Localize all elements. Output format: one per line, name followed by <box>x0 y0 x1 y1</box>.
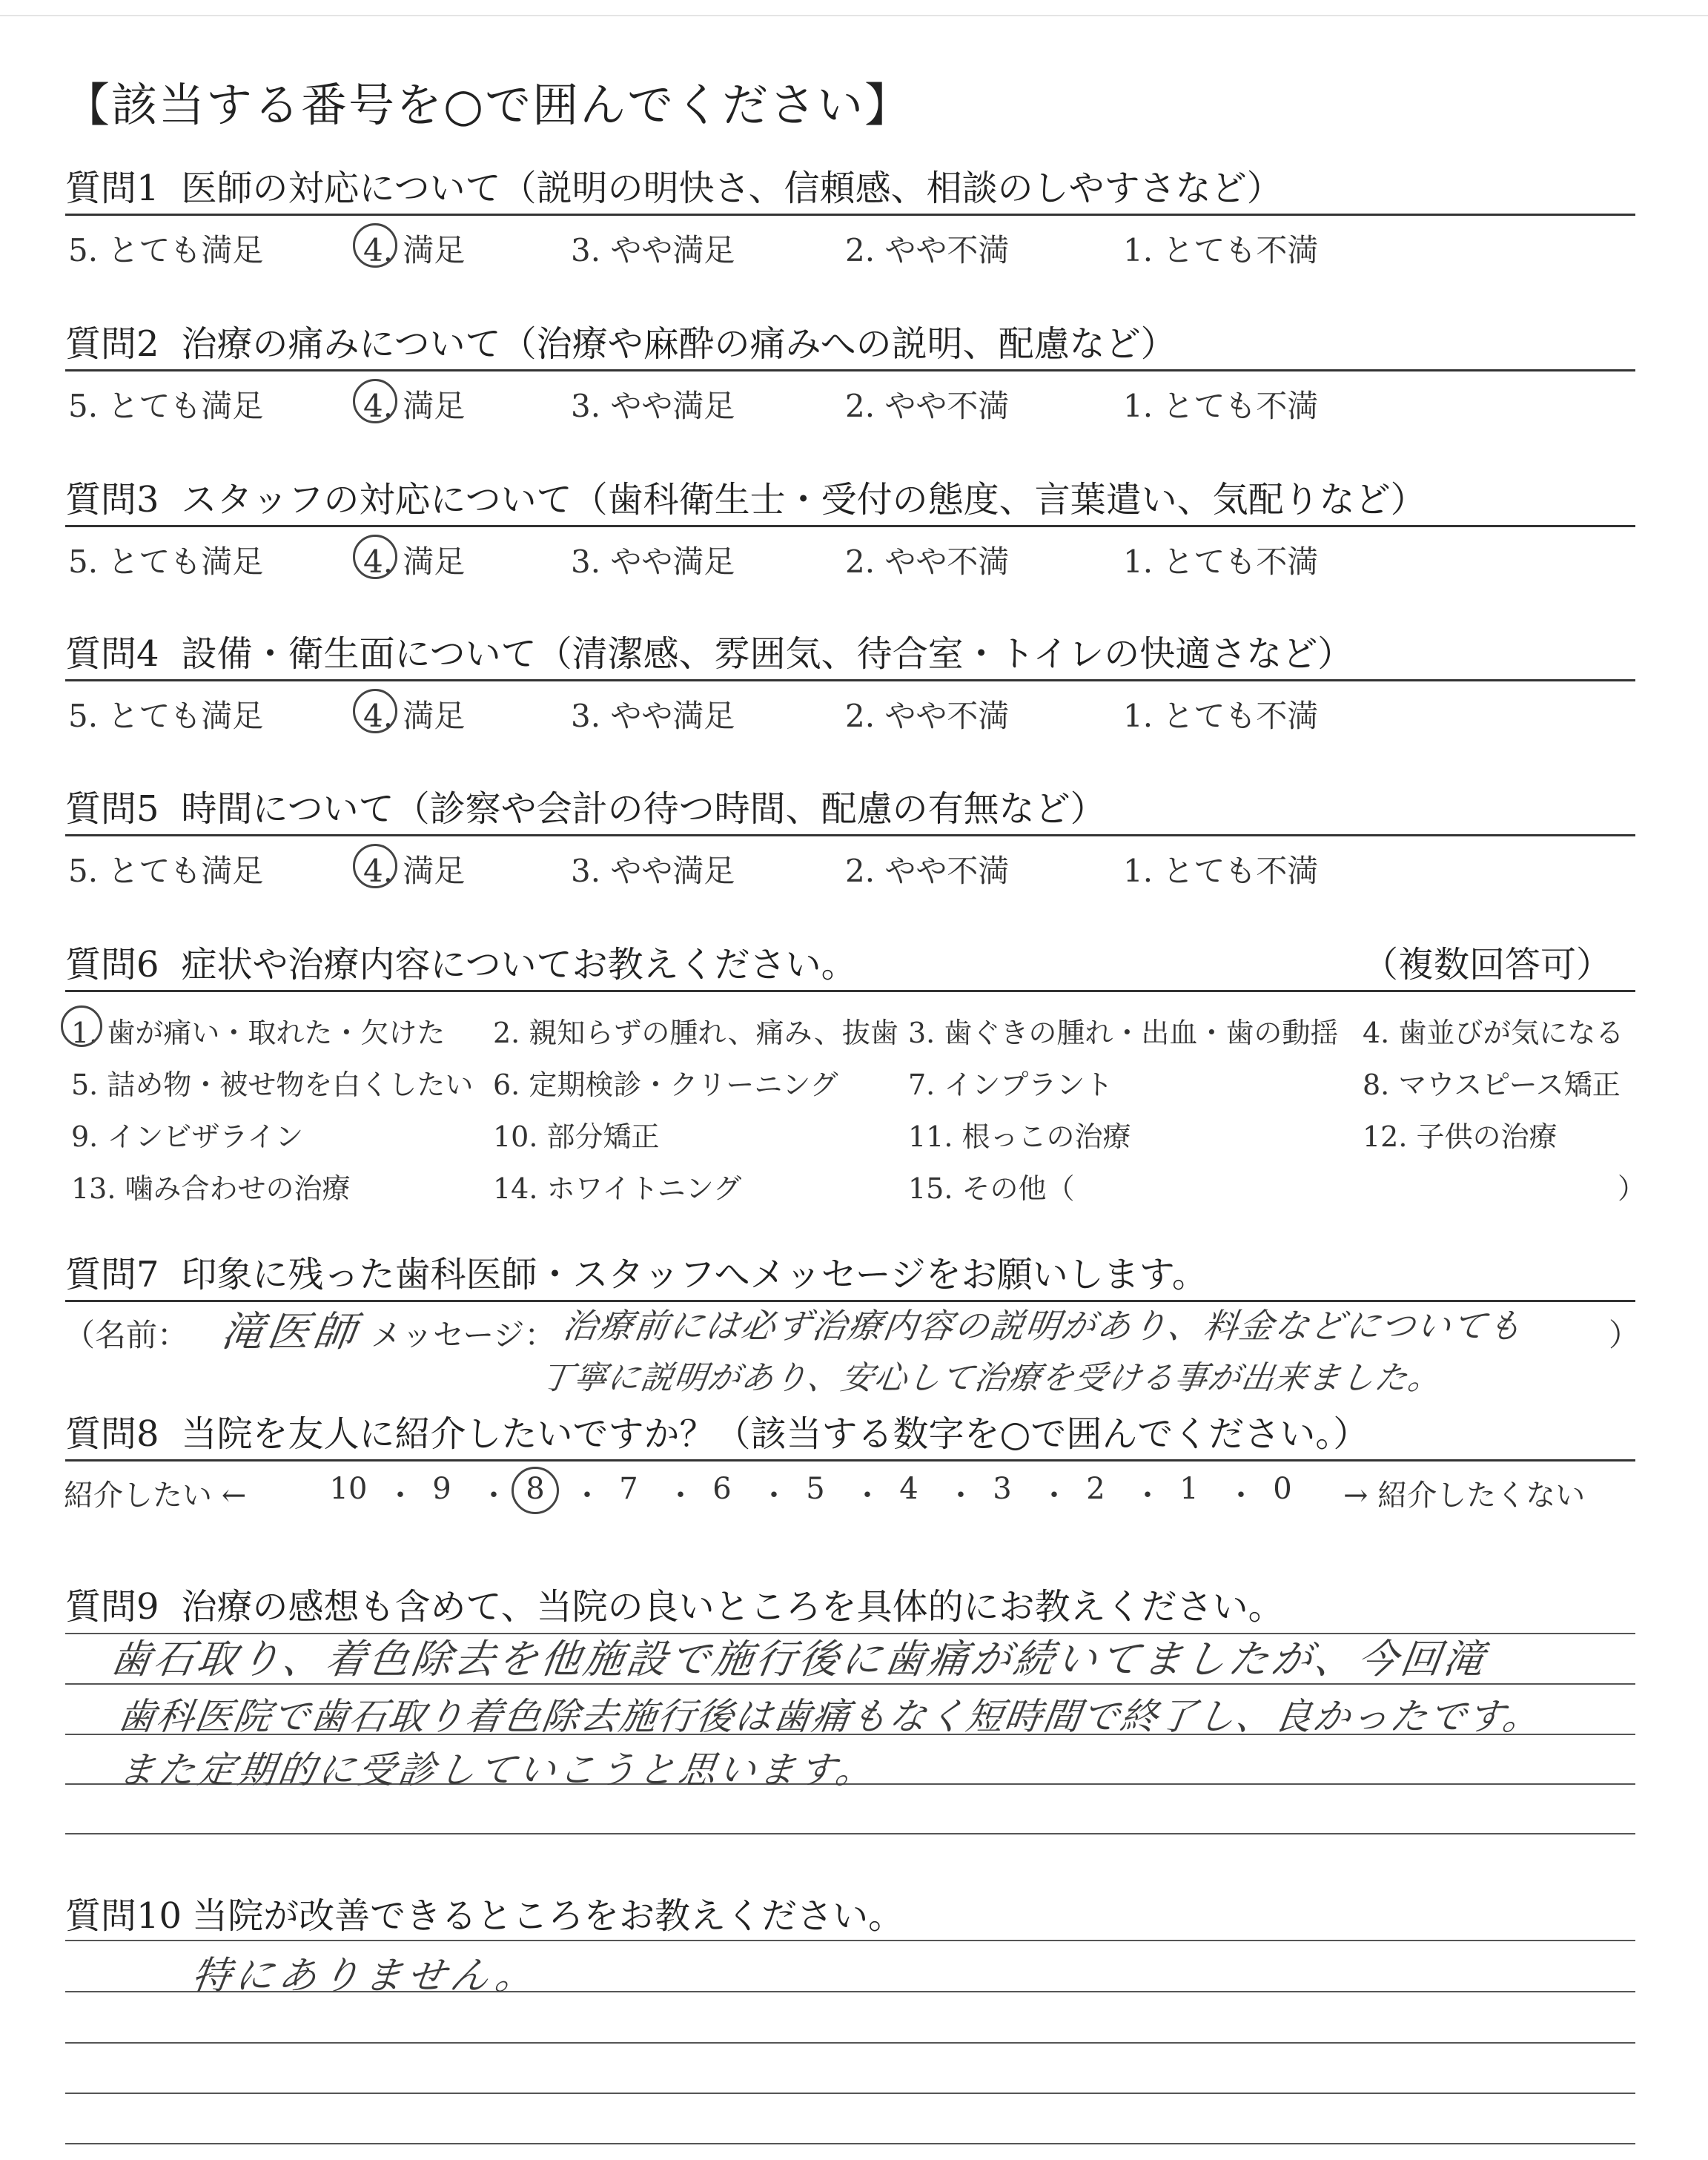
q8-scale-separator: ・ <box>1133 1479 1162 1513</box>
q8-scale-separator: ・ <box>479 1479 509 1513</box>
q2-option-5[interactable]: 5. とても満足 <box>68 388 264 424</box>
q9-answer-line2: 歯科医院で歯石取り着色除去施行後は歯痛もなく短時間で終了し、良かったです。 <box>115 1695 1545 1738</box>
q4-option-4[interactable]: 4. 満足 <box>363 698 466 734</box>
q4-option-3[interactable]: 3. やや満足 <box>571 698 735 734</box>
q5-option-3[interactable]: 3. やや満足 <box>571 853 735 889</box>
q7-message-line2: 丁寧に説明があり、安心して治療を受ける事が出来ました。 <box>537 1359 1444 1397</box>
q3-selected-circle <box>353 535 397 579</box>
q10-heading <box>65 1887 904 1938</box>
q6-option-12[interactable]: 12. 子供の治療 <box>1363 1120 1558 1153</box>
q2-option-3[interactable]: 3. やや満足 <box>571 388 735 424</box>
q6-number: 質問6 <box>65 944 159 985</box>
q7-close-paren: ） <box>1609 1317 1641 1353</box>
q10-rule-1 <box>65 1940 1635 1941</box>
q2-heading <box>65 315 1176 366</box>
q8-score-5[interactable]: 5 <box>806 1472 825 1506</box>
q4-text: 設備・衛生面について（清潔感、雰囲気、待合室・トイレの快適さなど） <box>181 633 1354 675</box>
q1-option-1[interactable]: 1. とても不満 <box>1123 232 1319 268</box>
q10-rule-4 <box>65 2093 1635 2094</box>
q6-option-8[interactable]: 8. マウスピース矯正 <box>1363 1069 1621 1101</box>
q4-number: 質問4 <box>65 633 159 675</box>
q7-name-value: 滝医師 <box>218 1308 363 1356</box>
q8-left-label: 紹介したい ← <box>64 1479 247 1513</box>
page-top-edge <box>0 15 1708 16</box>
q7-text: 印象に残った歯科医師・スタッフへメッセージをお願いします。 <box>181 1254 1208 1295</box>
q4-selected-circle <box>353 689 397 733</box>
q6-option-15[interactable]: 15. その他（ <box>908 1172 1075 1205</box>
q5-option-5[interactable]: 5. とても満足 <box>68 853 264 889</box>
q4-option-5[interactable]: 5. とても満足 <box>68 698 264 734</box>
q8-score-0[interactable]: 0 <box>1273 1472 1292 1506</box>
q5-option-4[interactable]: 4. 満足 <box>363 853 466 889</box>
q10-rule-5 <box>65 2143 1635 2144</box>
q8-scale-separator: ・ <box>385 1479 415 1513</box>
q3-number: 質問3 <box>65 479 159 521</box>
q8-rule <box>65 1459 1635 1462</box>
q10-rule-3 <box>65 2042 1635 2044</box>
q9-heading <box>65 1578 1284 1629</box>
q8-text: 当院を友人に紹介したいですか？（該当する数字を○で囲んでください。） <box>181 1413 1369 1455</box>
q8-scale-separator: ・ <box>1039 1479 1069 1513</box>
q3-text: スタッフの対応について（歯科衛生士・受付の態度、言葉遣い、気配りなど） <box>181 479 1426 521</box>
q8-scale-separator: ・ <box>759 1479 789 1513</box>
q9-answer-line1: 歯石取り、着色除去を他施設で施行後に歯痛が続いてましたが、今回滝 <box>107 1636 1490 1682</box>
q3-option-3[interactable]: 3. やや満足 <box>571 544 735 580</box>
q8-score-9[interactable]: 9 <box>432 1472 451 1506</box>
q7-message-label: メッセージ： <box>371 1317 556 1353</box>
q8-score-4[interactable]: 4 <box>899 1472 918 1506</box>
q9-rule-5 <box>65 1833 1635 1834</box>
q5-rule <box>65 834 1635 836</box>
form-title: 【該当する番号を○で囲んでください】 <box>64 78 913 132</box>
q8-scale-separator: ・ <box>946 1479 976 1513</box>
q3-option-5[interactable]: 5. とても満足 <box>68 544 264 580</box>
q6-rule <box>65 990 1635 992</box>
q5-selected-circle <box>353 844 397 888</box>
q6-note: （複数回答可） <box>1363 944 1612 985</box>
q6-option-4[interactable]: 4. 歯並びが気になる <box>1363 1017 1624 1049</box>
q6-heading <box>65 936 857 987</box>
q7-heading <box>65 1246 1208 1297</box>
q8-number: 質問8 <box>65 1413 159 1455</box>
q6-option-1[interactable]: 1. 歯が痛い・取れた・欠けた <box>71 1017 446 1049</box>
q3-option-1[interactable]: 1. とても不満 <box>1123 544 1319 580</box>
q6-option-9[interactable]: 9. インビザライン <box>71 1120 304 1153</box>
q8-score-8[interactable]: 8 <box>526 1472 545 1506</box>
q8-scale-separator: ・ <box>853 1479 882 1513</box>
q9-text: 治療の感想も含めて、当院の良いところを具体的にお教えください。 <box>181 1586 1284 1628</box>
q4-option-1[interactable]: 1. とても不満 <box>1123 698 1319 734</box>
q7-name-label: （名前： <box>64 1317 189 1353</box>
q1-option-4[interactable]: 4. 満足 <box>363 232 466 268</box>
q8-scale-separator: ・ <box>572 1479 602 1513</box>
q6-option-14[interactable]: 14. ホワイトニング <box>493 1172 742 1205</box>
q6-option-13[interactable]: 13. 噛み合わせの治療 <box>71 1172 351 1205</box>
q5-heading <box>65 780 1106 831</box>
q6-option-2[interactable]: 2. 親知らずの腫れ、痛み、抜歯 <box>493 1017 898 1049</box>
q6-option-11[interactable]: 11. 根っこの治療 <box>908 1120 1131 1153</box>
q2-text: 治療の痛みについて（治療や麻酔の痛みへの説明、配慮など） <box>181 323 1176 365</box>
q2-number: 質問2 <box>65 323 159 365</box>
q1-option-2[interactable]: 2. やや不満 <box>845 232 1010 268</box>
q10-answer: 特にありません。 <box>189 1954 542 1998</box>
q4-heading <box>65 625 1353 676</box>
q9-answer-line3: また定期的に受診していこうと思います。 <box>115 1748 879 1791</box>
q1-selected-circle <box>353 223 397 268</box>
q8-score-2[interactable]: 2 <box>1086 1472 1105 1506</box>
q2-option-2[interactable]: 2. やや不満 <box>845 388 1010 424</box>
q1-option-3[interactable]: 3. やや満足 <box>571 232 735 268</box>
q2-option-1[interactable]: 1. とても不満 <box>1123 388 1319 424</box>
q8-score-7[interactable]: 7 <box>619 1472 638 1506</box>
q6-option-3[interactable]: 3. 歯ぐきの腫れ・出血・歯の動揺 <box>908 1017 1339 1049</box>
q4-option-2[interactable]: 2. やや不満 <box>845 698 1010 734</box>
q1-option-5[interactable]: 5. とても満足 <box>68 232 264 268</box>
q8-score-3[interactable]: 3 <box>993 1472 1012 1506</box>
q7-message-line1: 治療前には必ず治療内容の説明があり、料金などについても <box>560 1306 1526 1346</box>
q2-option-4[interactable]: 4. 満足 <box>363 388 466 424</box>
q4-rule <box>65 679 1635 681</box>
q3-rule <box>65 525 1635 527</box>
q8-selected-circle <box>512 1467 559 1514</box>
q5-number: 質問5 <box>65 788 159 830</box>
q8-scale-separator: ・ <box>1226 1479 1256 1513</box>
q8-right-label: → 紹介したくない <box>1343 1479 1586 1513</box>
q8-scale-separator: ・ <box>666 1479 695 1513</box>
q8-score-6[interactable]: 6 <box>712 1472 732 1506</box>
q5-option-2[interactable]: 2. やや不満 <box>845 853 1010 889</box>
q6-text: 症状や治療内容についてお教えください。 <box>181 944 857 985</box>
q10-number: 質問10 <box>65 1895 182 1937</box>
q6-option-10[interactable]: 10. 部分矯正 <box>493 1120 660 1153</box>
q6-selected-circle <box>61 1005 102 1047</box>
q8-score-1[interactable]: 1 <box>1179 1472 1199 1506</box>
q10-text: 当院が改善できるところをお教えください。 <box>192 1895 904 1937</box>
q3-option-2[interactable]: 2. やや不満 <box>845 544 1010 580</box>
q6-option-5[interactable]: 5. 詰め物・被せ物を白くしたい <box>71 1069 474 1101</box>
q1-heading <box>65 159 1282 211</box>
q9-number: 質問9 <box>65 1586 159 1628</box>
q2-selected-circle <box>353 379 397 423</box>
q5-text: 時間について（診察や会計の待つ時間、配慮の有無など） <box>181 788 1106 830</box>
q1-text: 医師の対応について（説明の明快さ、信頼感、相談のしやすさなど） <box>181 168 1282 209</box>
q1-rule <box>65 214 1635 216</box>
q6-other-close-paren: ） <box>1618 1172 1646 1205</box>
q7-number: 質問7 <box>65 1254 159 1295</box>
q3-heading <box>65 471 1426 522</box>
q2-rule <box>65 369 1635 371</box>
q1-number: 質問1 <box>65 168 159 209</box>
q6-option-6[interactable]: 6. 定期検診・クリーニング <box>493 1069 838 1101</box>
q3-option-4[interactable]: 4. 満足 <box>363 544 466 580</box>
q5-option-1[interactable]: 1. とても不満 <box>1123 853 1319 889</box>
q6-option-7[interactable]: 7. インプラント <box>908 1069 1113 1101</box>
q8-heading <box>65 1405 1368 1456</box>
q8-score-10[interactable]: 10 <box>329 1472 368 1506</box>
